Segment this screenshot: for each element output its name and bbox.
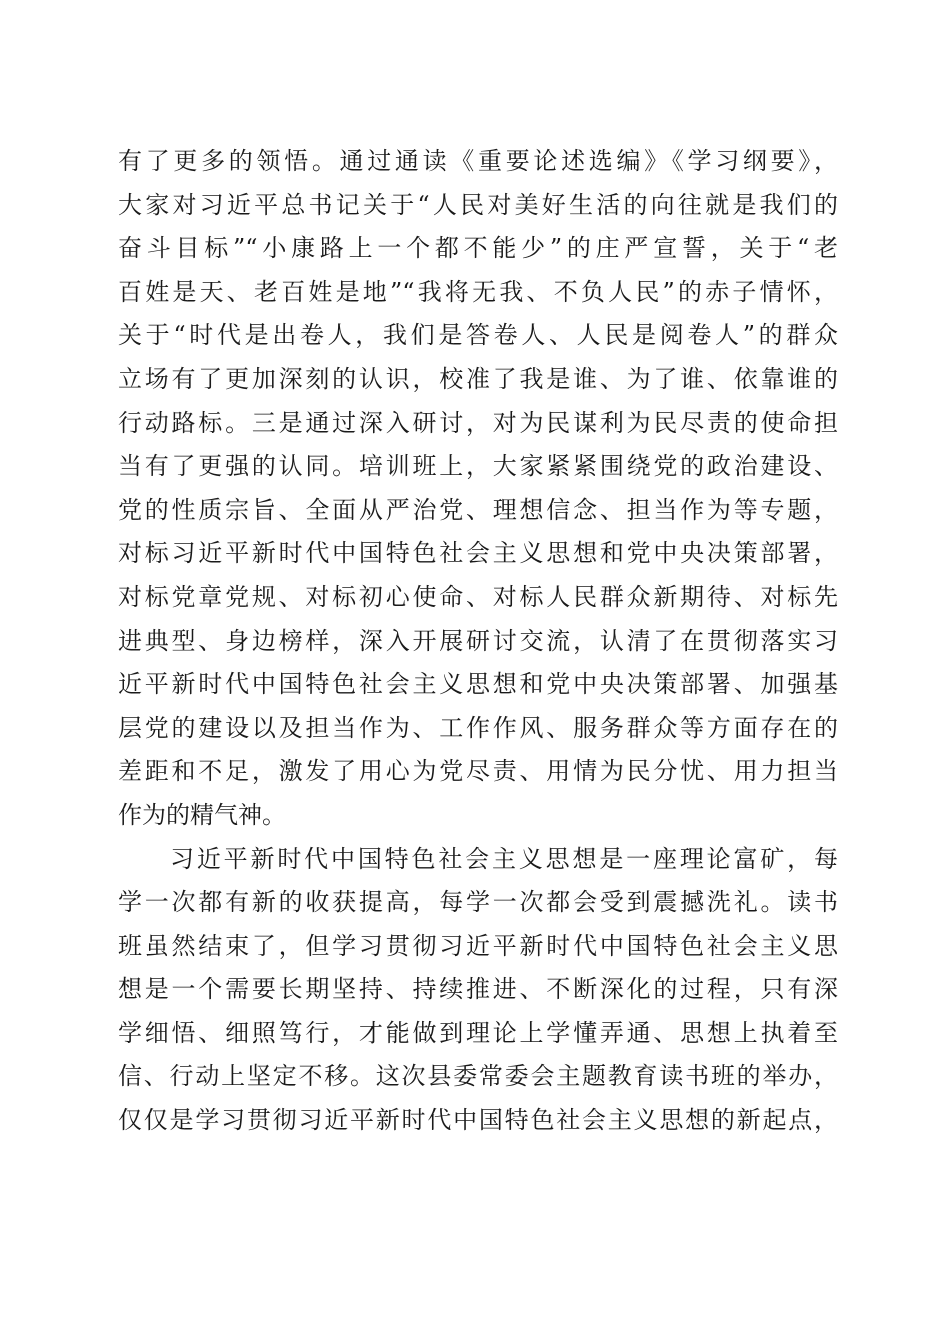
text-line: 作为的精气神。	[118, 800, 286, 829]
text-line: 习近平新时代中国特色社会主义思想是一座理论富矿，每	[170, 844, 838, 873]
text-line: 近平新时代中国特色社会主义思想和党中央决策部署、加强基	[118, 670, 838, 699]
text-line: 奋斗目标”“小康路上一个都不能少”的庄严宣誓，关于“老	[118, 234, 838, 263]
text-line: 仅仅是学习贯彻习近平新时代中国特色社会主义思想的新起点，	[118, 1106, 838, 1135]
text-line: 学细悟、细照笃行，才能做到理论上学懂弄通、思想上执着至	[118, 1018, 838, 1047]
text-line: 关于“时代是出卷人，我们是答卷人、人民是阅卷人”的群众	[118, 321, 838, 350]
text-line: 想是一个需要长期坚持、持续推进、不断深化的过程，只有深	[118, 975, 838, 1004]
paragraph-1	[118, 140, 838, 838]
text-line: 立场有了更加深刻的认识，校准了我是谁、为了谁、依靠谁的	[118, 364, 838, 393]
text-line: 学一次都有新的收获提高，每学一次都会受到震撼洗礼。读书	[118, 888, 838, 917]
text-line: 对标党章党规、对标初心使命、对标人民群众新期待、对标先	[118, 582, 838, 611]
body-text	[118, 140, 838, 1143]
text-line: 行动路标。三是通过深入研讨，对为民谋利为民尽责的使命担	[118, 408, 838, 437]
text-line: 班虽然结束了，但学习贯彻习近平新时代中国特色社会主义思	[118, 931, 838, 960]
text-line: 百姓是天、老百姓是地”“我将无我、不负人民”的赤子情怀，	[118, 277, 838, 306]
text-line: 有了更多的领悟。通过通读《重要论述选编》《学习纲要》，	[118, 147, 838, 175]
paragraph-2	[118, 838, 838, 1143]
text-line: 党的性质宗旨、全面从严治党、理想信念、担当作为等专题，	[118, 495, 838, 524]
text-line: 对标习近平新时代中国特色社会主义思想和党中央决策部署，	[118, 539, 838, 568]
text-line: 层党的建设以及担当作为、工作作风、服务群众等方面存在的	[118, 713, 838, 742]
text-line: 进典型、身边榜样，深入开展研讨交流，认清了在贯彻落实习	[118, 626, 838, 655]
text-line: 大家对习近平总书记关于“人民对美好生活的向往就是我们的	[118, 190, 838, 219]
text-line: 信、行动上坚定不移。这次县委常委会主题教育读书班的举办，	[118, 1062, 838, 1091]
text-line: 当有了更强的认同。培训班上，大家紧紧围绕党的政治建设、	[118, 452, 838, 481]
text-line: 差距和不足，激发了用心为党尽责、用情为民分忧、用力担当	[118, 757, 838, 786]
